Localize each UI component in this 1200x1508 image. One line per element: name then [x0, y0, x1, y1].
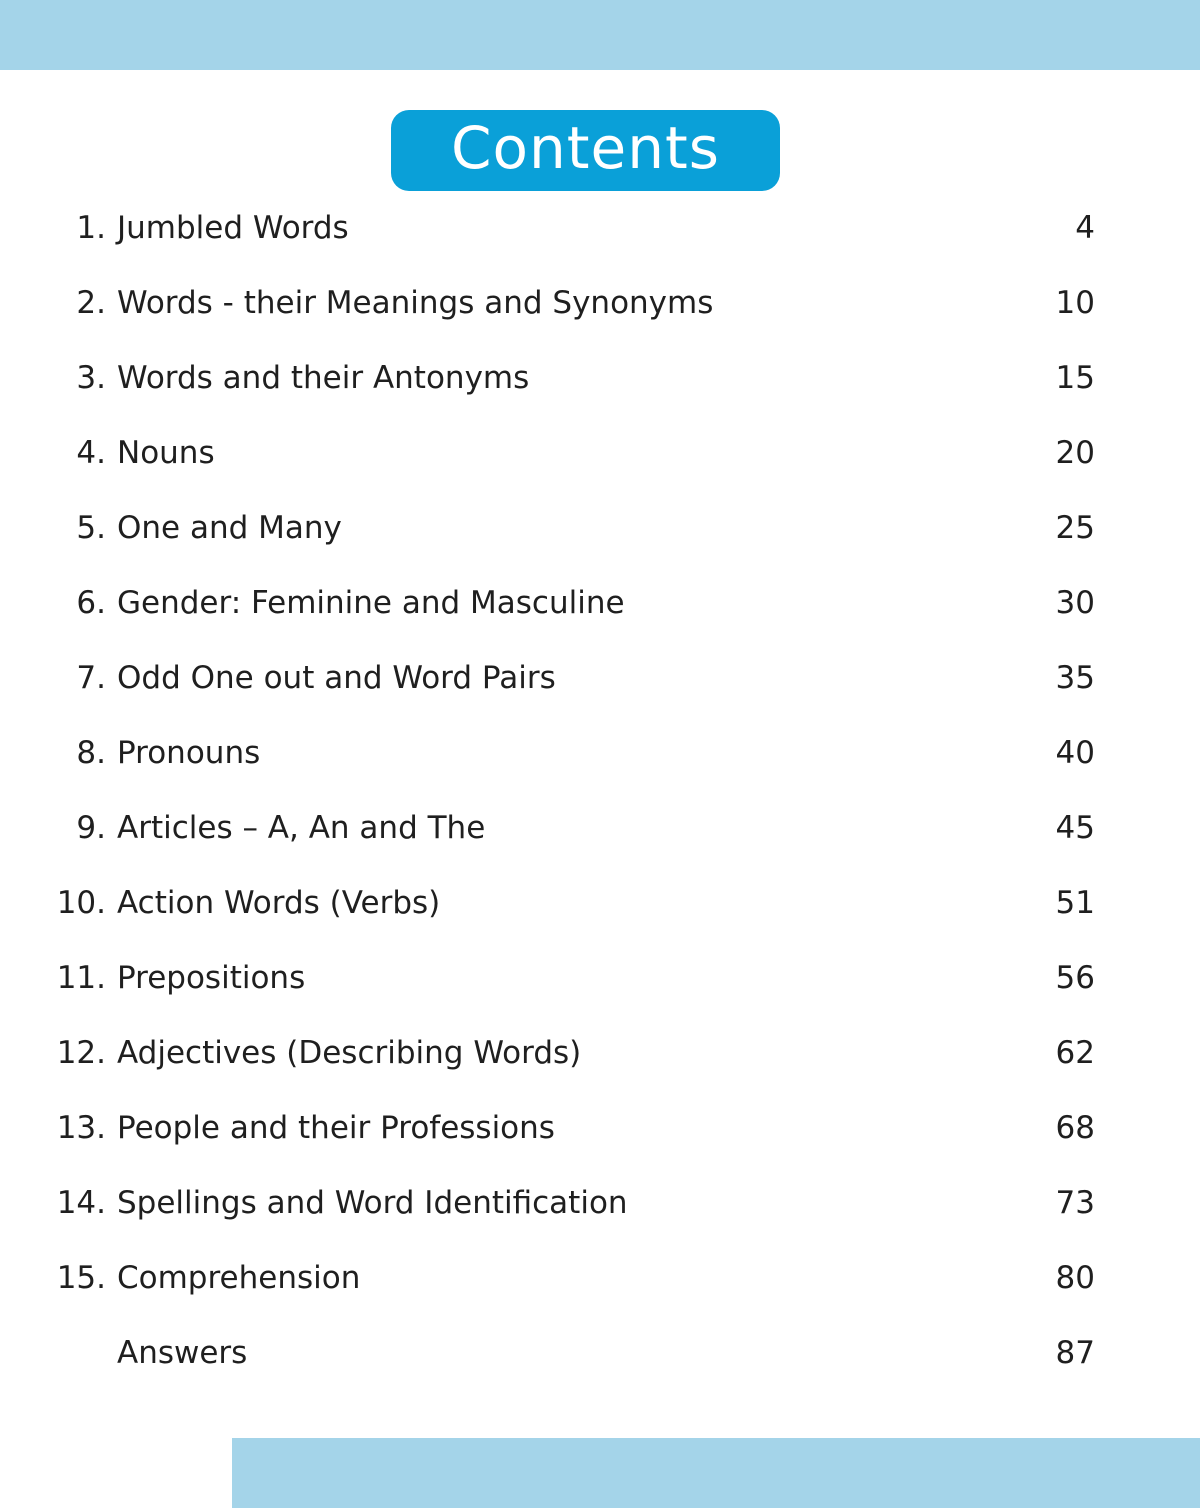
toc-entry-8[interactable] — [0, 715, 1200, 790]
entry-number: 11. — [56, 960, 106, 996]
entry-number: 4. — [76, 435, 106, 471]
entry-title: Odd One out and Word Pairs — [117, 660, 556, 696]
entry-page-number: 56 — [1055, 960, 1095, 996]
toc-entry-answers[interactable] — [0, 1315, 1200, 1390]
entry-page-number: 87 — [1055, 1335, 1095, 1371]
entry-page-number: 15 — [1055, 360, 1095, 396]
toc-entry-7[interactable] — [0, 640, 1200, 715]
entry-number: 9. — [76, 810, 106, 846]
entry-title: Prepositions — [117, 960, 306, 996]
entry-number: 2. — [76, 285, 106, 321]
entry-page-number: 51 — [1055, 885, 1095, 921]
page-title: Contents — [451, 113, 720, 182]
entry-number: 3. — [76, 360, 106, 396]
toc-entry-12[interactable] — [0, 1015, 1200, 1090]
toc-entry-9[interactable] — [0, 790, 1200, 865]
entry-title: Words and their Antonyms — [117, 360, 530, 396]
entry-title: Pronouns — [117, 735, 261, 771]
entry-title: One and Many — [117, 510, 342, 546]
entry-page-number: 40 — [1055, 735, 1095, 771]
toc-entry-13[interactable] — [0, 1090, 1200, 1165]
entry-page-number: 25 — [1055, 510, 1095, 546]
toc-entry-1[interactable] — [0, 190, 1200, 265]
toc-entry-4[interactable] — [0, 415, 1200, 490]
entry-number: 1. — [76, 210, 106, 246]
entry-number: 15. — [56, 1260, 106, 1296]
entry-page-number: 30 — [1055, 585, 1095, 621]
entry-page-number: 73 — [1055, 1185, 1095, 1221]
entry-number: 5. — [76, 510, 106, 546]
entry-title: Action Words (Verbs) — [117, 885, 441, 921]
entry-title: Answers — [117, 1335, 248, 1371]
entry-number: 7. — [76, 660, 106, 696]
entry-page-number: 62 — [1055, 1035, 1095, 1071]
entry-title: Adjectives (Describing Words) — [117, 1035, 582, 1071]
entry-page-number: 4 — [1075, 210, 1095, 246]
entry-title: Spellings and Word Identification — [117, 1185, 628, 1221]
entry-number: 8. — [76, 735, 106, 771]
entry-title: People and their Professions — [117, 1110, 555, 1146]
entry-title: Articles – A, An and The — [117, 810, 486, 846]
toc-entry-11[interactable] — [0, 940, 1200, 1015]
entry-page-number: 10 — [1055, 285, 1095, 321]
entry-page-number: 45 — [1055, 810, 1095, 846]
toc-entry-5[interactable] — [0, 490, 1200, 565]
toc-entry-10[interactable] — [0, 865, 1200, 940]
entry-number: 14. — [56, 1185, 106, 1221]
toc-entry-15[interactable] — [0, 1240, 1200, 1315]
toc-entry-14[interactable] — [0, 1165, 1200, 1240]
top-decorative-band — [0, 0, 1200, 70]
entry-title: Jumbled Words — [117, 210, 349, 246]
entry-number: 10. — [56, 885, 106, 921]
contents-title-banner — [391, 110, 780, 191]
entry-number: 13. — [56, 1110, 106, 1146]
entry-number: 12. — [56, 1035, 106, 1071]
entry-title: Comprehension — [117, 1260, 361, 1296]
toc-entry-6[interactable] — [0, 565, 1200, 640]
table-of-contents — [0, 190, 1200, 1390]
entry-title: Gender: Feminine and Masculine — [117, 585, 625, 621]
entry-page-number: 20 — [1055, 435, 1095, 471]
entry-page-number: 35 — [1055, 660, 1095, 696]
toc-entry-3[interactable] — [0, 340, 1200, 415]
entry-page-number: 80 — [1055, 1260, 1095, 1296]
entry-title: Words - their Meanings and Synonyms — [117, 285, 714, 321]
entry-page-number: 68 — [1055, 1110, 1095, 1146]
entry-number: 6. — [76, 585, 106, 621]
toc-entry-2[interactable] — [0, 265, 1200, 340]
bottom-decorative-band — [232, 1438, 1200, 1508]
entry-title: Nouns — [117, 435, 215, 471]
